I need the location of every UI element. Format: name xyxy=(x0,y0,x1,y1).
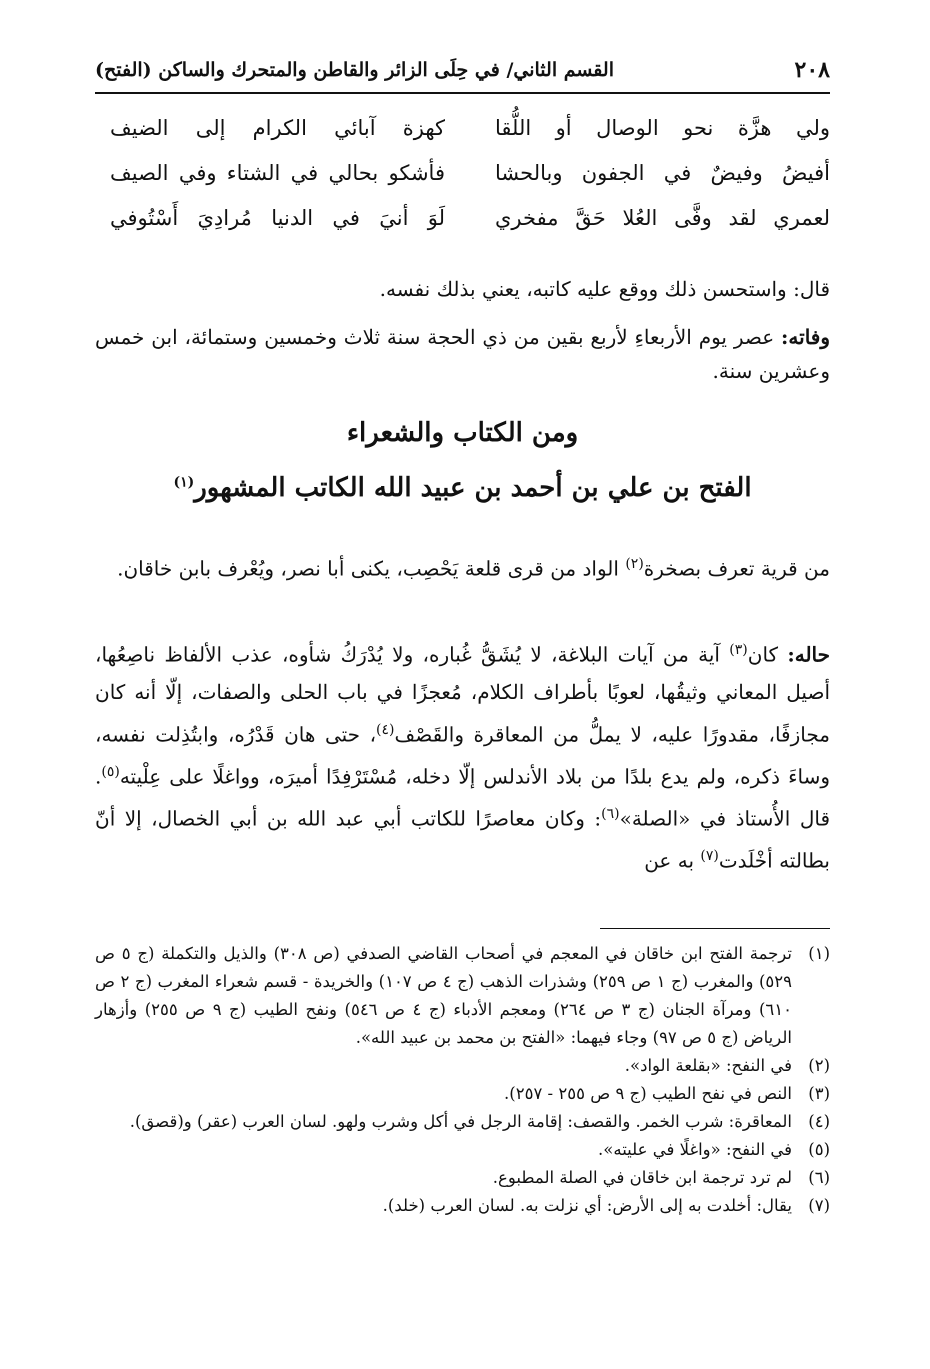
footnote-text: في النفح: «واغلًا في عليته». xyxy=(598,1140,792,1159)
page-header xyxy=(95,48,830,94)
state-text: : وكان معاصرًا للكاتب أبي عبد الله بن أبي الخصال، إلا أنّ بطالته أخْلَدت xyxy=(95,806,830,873)
poem xyxy=(110,105,830,240)
paragraph-death xyxy=(95,320,830,388)
footnote-text: النص في نفح الطيب (ج ٩ ص ٢٥٥ - ٢٥٧). xyxy=(504,1084,792,1103)
death-lead: وفاته: xyxy=(781,325,830,349)
footnote-number: (٢) xyxy=(808,1056,830,1075)
footnotes xyxy=(95,940,830,1220)
verse-second-hemistich: لَوَ أنيَ في الدنيا مُرادِيَ أَسْتُوفي xyxy=(110,205,445,230)
footnote-number: (٥) xyxy=(808,1140,830,1159)
verse xyxy=(110,105,830,150)
footnote xyxy=(95,1080,830,1108)
page-number: ٢٠٨ xyxy=(794,57,830,83)
state-lead: حاله: xyxy=(787,642,830,667)
footnote-mark: (٤) xyxy=(376,721,395,738)
footnote-number: (٤) xyxy=(808,1112,830,1131)
footnote-text: يقال: أخلدت به إلى الأرض: أي نزلت به. لسان العرب (خلد). xyxy=(382,1196,792,1215)
origin-text: من قرية تعرف بصخرة xyxy=(643,556,830,581)
origin-text: الواد من قرى قلعة يَحْصِب، يكنى أبا نصر، ويُعْرف بابن خاقان. xyxy=(117,556,626,581)
verse xyxy=(110,195,830,240)
verse-first-hemistich: ولي هزَّة نحو الوصال أو اللُّقا xyxy=(495,115,830,140)
footnote-divider xyxy=(600,928,830,929)
paragraph-origin xyxy=(95,547,830,586)
footnote xyxy=(95,1192,830,1220)
verse xyxy=(110,150,830,195)
footnote-text: ترجمة الفتح ابن خاقان في المعجم في أصحاب القاضي الصدفي (ص ٣٠٨) والذيل والتكملة (ج ٥ ص ٥٢٩) والمغرب (ج ١ ص ٢٥٩) وشذرات الذهب (ج ٤ ص ١٠٧) والخريدة - قسم شعراء المغرب (ج ٢ ص ٦١٠) ومرآة الجنان (ج ٣ ص ٢٦٤) ومعجم الأدباء (ج ٤ ص ٥٤٦) ونفح الطيب (ج ٩ ص ٢٥٥) وأزهار الرياض (ج ٥ ص ٩٧) وجاء فيهما: «الفتح بن محمد بن عبيد الله». xyxy=(95,944,793,1047)
paragraph-state xyxy=(95,632,830,880)
state-text: به عن xyxy=(644,848,701,873)
state-text: . قال الأُستاذ في «الصلة» xyxy=(95,764,831,831)
footnote xyxy=(95,940,830,1052)
footnote-mark: (٣) xyxy=(729,642,748,658)
verse-first-hemistich: لعمري لقد وفَّى العُلا حَقَّ مفخري xyxy=(495,205,830,230)
paragraph-quote: قال: واستحسن ذلك ووقع عليه كاتبه، يعني بذلك نفسه. xyxy=(379,277,830,301)
biography-heading xyxy=(95,473,830,503)
footnote-text: المعاقرة: شرب الخمر. والقصف: إقامة الرجل في أكل وشرب ولهو. لسان العرب (عقر) و(قصق). xyxy=(129,1112,792,1131)
death-text: عصر يوم الأربعاءِ لأربع بقين من ذي الحجة سنة ثلاث وخمسين وستمائة، ابن خمس وعشرين سنة. xyxy=(95,325,830,383)
verse-first-hemistich: أفيضُ وفيضٌ في الجفون وبالحشا xyxy=(495,160,830,185)
footnote xyxy=(95,1052,830,1080)
state-text: آية من آيات البلاغة، لا يُشَقُّ غُباره، ولا يُدْرَكُ شأوه، عذب الألفاظ ناصِعُها، أصيل المعاني وثيقُها، لعوبًا بأطراف الكلام، مُعجزًا في باب الحلى والصفات، إلّا أنه كان مجازفًا، مقدورًا عليه، لا يملُّ من المعاقرة والقَصْف xyxy=(95,642,830,747)
footnote-mark: (١) xyxy=(173,474,195,491)
footnote-text: لم ترد ترجمة ابن خاقان في الصلة المطبوع. xyxy=(492,1168,792,1187)
footnote-number: (١) xyxy=(808,944,830,963)
footnote-number: (٦) xyxy=(808,1168,830,1187)
footnote-mark: (٥) xyxy=(101,763,120,780)
verse-second-hemistich: كهزة آبائي الكرام إلى الضيف xyxy=(110,115,445,140)
footnote-number: (٧) xyxy=(808,1196,830,1215)
footnote xyxy=(95,1108,830,1136)
state-text: كان xyxy=(747,642,788,667)
footnote-mark: (٧) xyxy=(700,848,719,865)
footnote xyxy=(95,1136,830,1164)
section-heading: ومن الكتاب والشعراء xyxy=(346,418,579,448)
verse-second-hemistich: فأشكو بحالي في الشتاء وفي الصيف xyxy=(110,160,445,185)
footnote xyxy=(95,1164,830,1192)
footnote-text: في النفح: «بقلعة الواد». xyxy=(624,1056,792,1075)
footnote-mark: (٦) xyxy=(601,805,620,822)
state-text: ، حتى هان قَدْرُه، وابتُذِلت نفسه، وساءَ ذكره، ولم يدع بلدًا من بلاد الأندلس إلّا دخله، مُسْتَرْفِدًا أميرَه، وواغلًا على عِلْيته xyxy=(95,722,830,789)
footnote-number: (٣) xyxy=(808,1084,830,1103)
running-title: القسم الثاني/ في حِلَى الزائر والقاطن والمتحرك والساكن (الفتح) xyxy=(95,59,614,81)
biography-heading-text: الفتح بن علي بن أحمد بن عبيد الله الكاتب المشهور xyxy=(194,473,752,503)
footnote-mark: (٢) xyxy=(625,556,644,572)
